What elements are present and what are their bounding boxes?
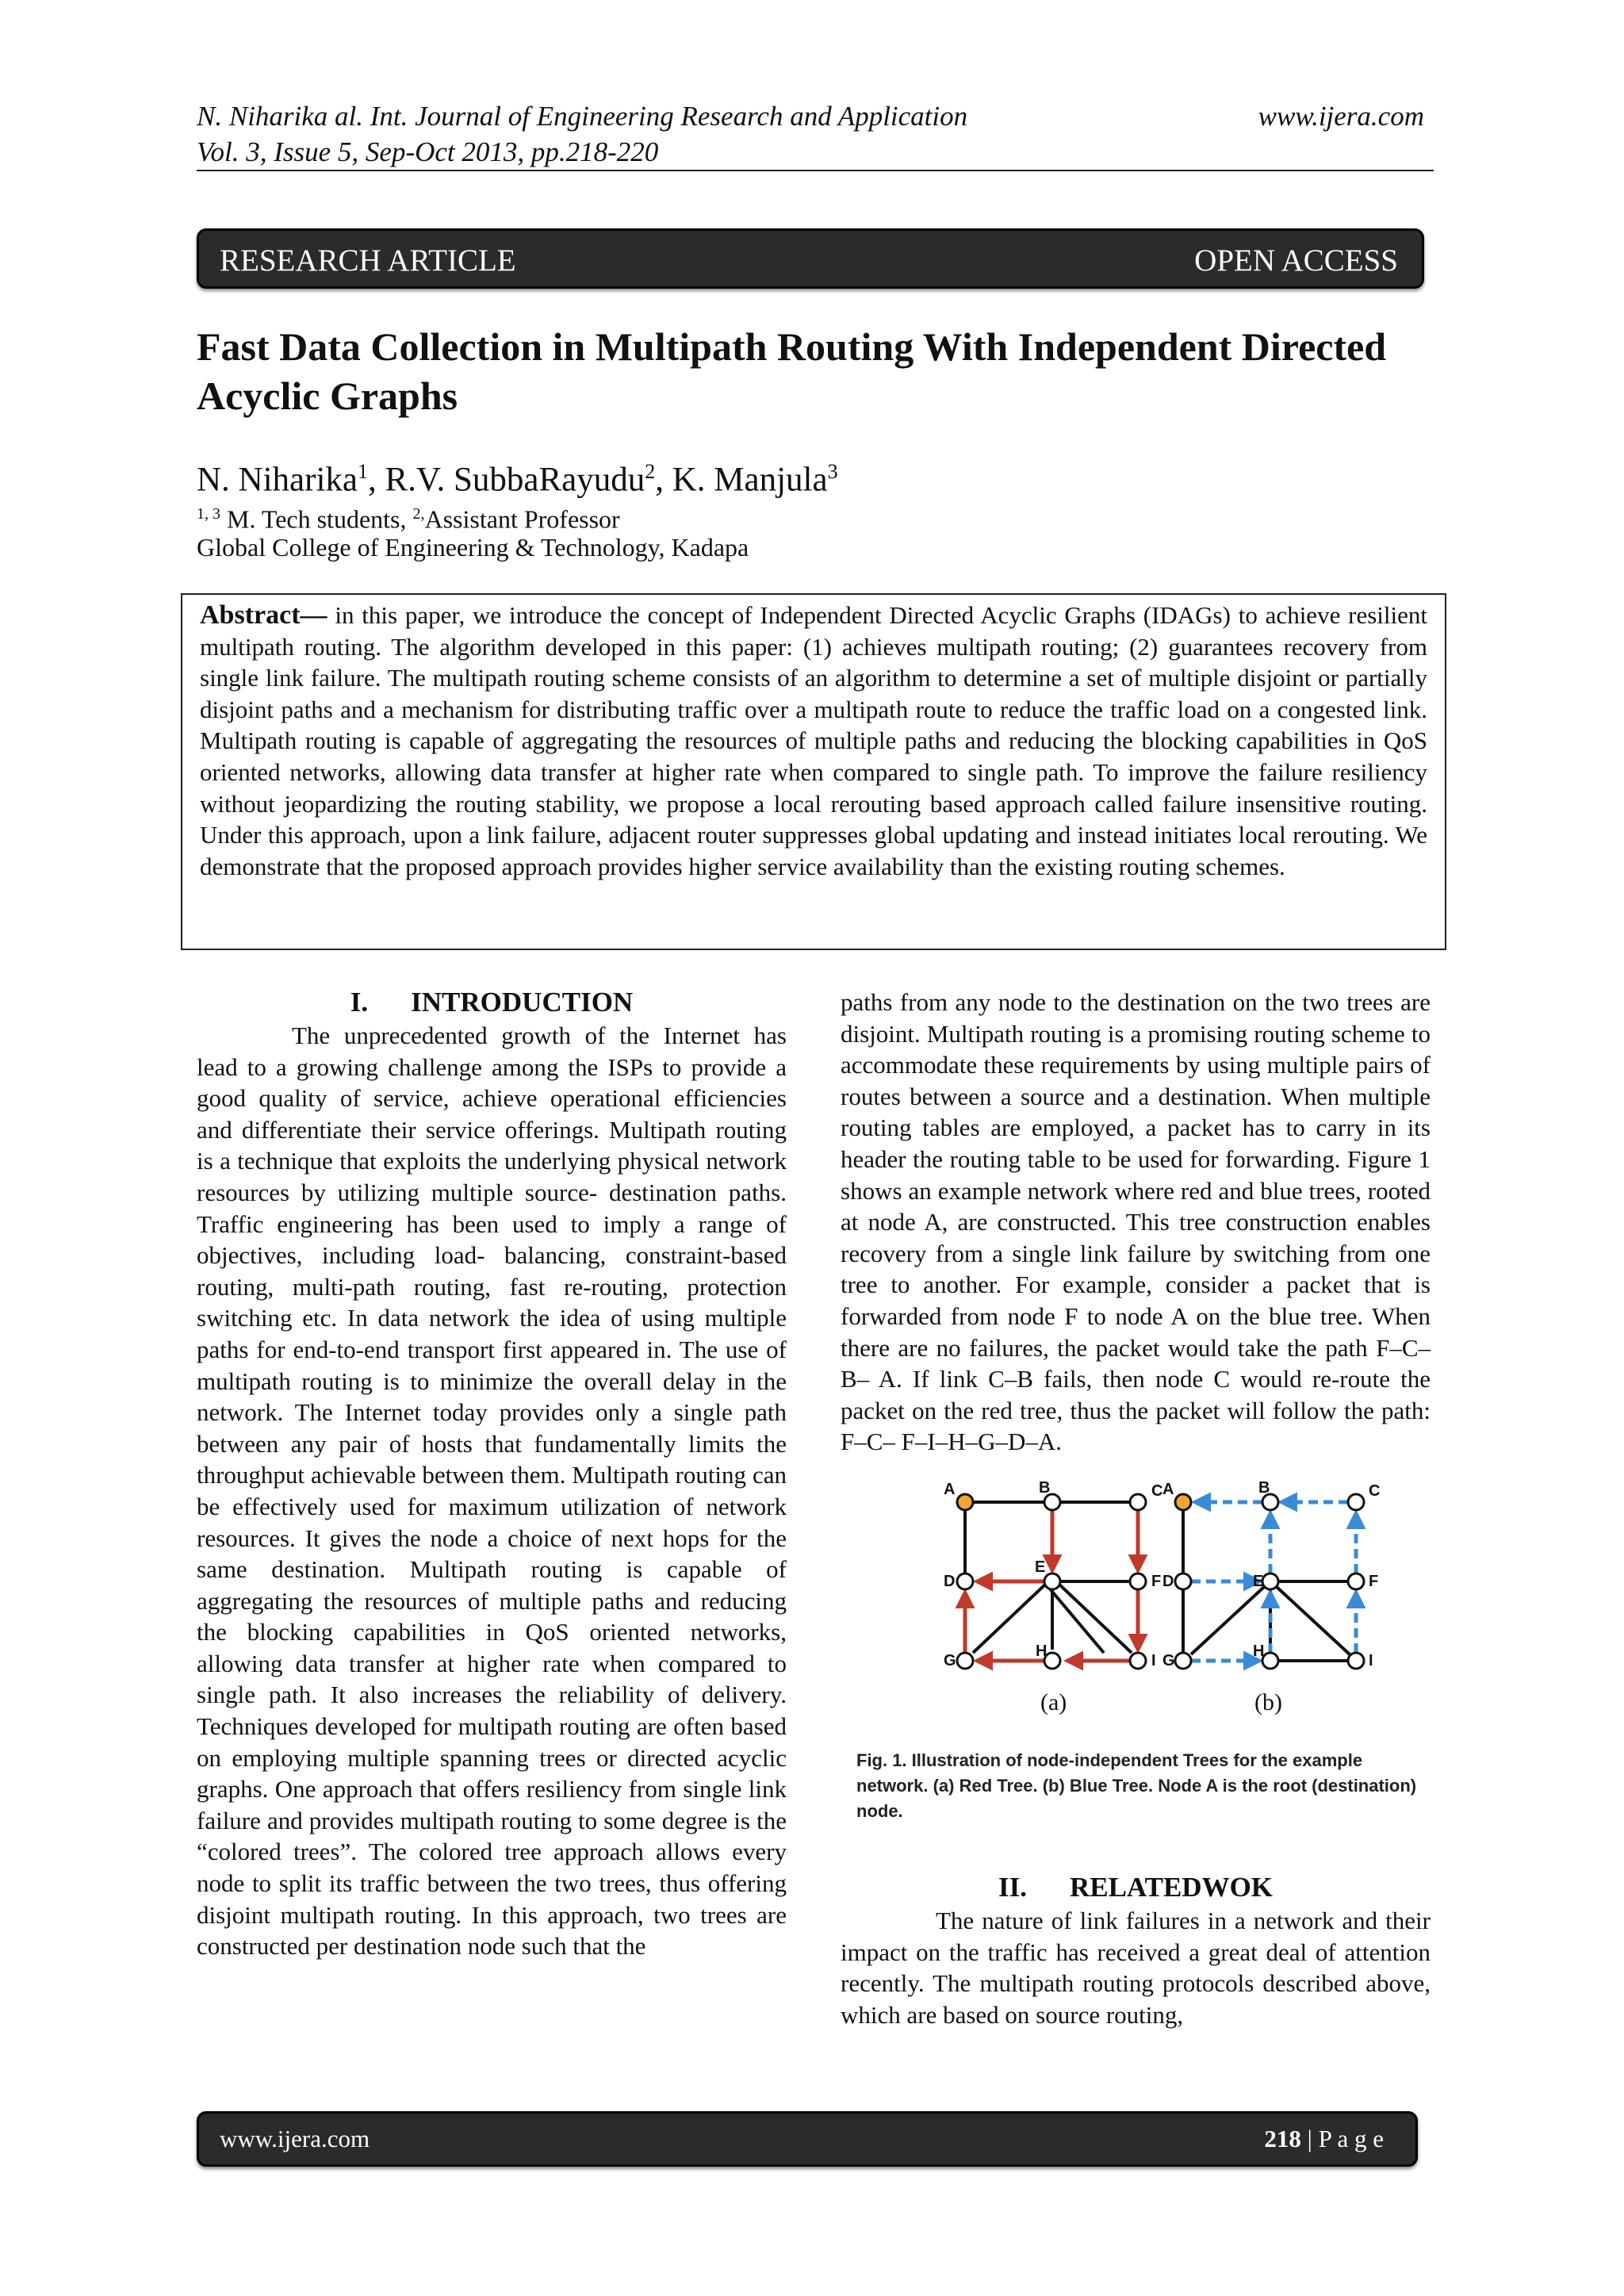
article-type-banner <box>197 228 1424 289</box>
left-column <box>197 987 787 1962</box>
journal-issue: Vol. 3, Issue 5, Sep-Oct 2013, pp.218-220 <box>197 136 659 167</box>
abstract-box <box>181 593 1446 950</box>
figure-1-graphic <box>890 1470 1381 1732</box>
section-2-paragraph: The nature of link failures in a network and their impact on the traffic has received a great deal of attention recently. The multipath routing protocols described above, which are based on source routing, <box>841 1906 1431 2029</box>
section-1-paragraph: The unprecedented growth of the Internet has lead to a growing challenge among the ISPs to provide a good quality of service, achieve operational efficiencies and differentiate their service offerings. Multipath routing is a technique that exploits the underlying physical network resources by utilizing multiple source- destination paths. Traffic engineering has been used to imply a range of objectives, including load- balancing, constraint-based routing, multi-path routing, fast re-routing, protection switching etc. In data network the idea of using multiple paths for end-to-end transport first appeared in. The use of multipath routing is to minimize the overall delay in the network. The Internet today provides only a single path between any pair of hosts that fundamentally limits the throughput achievable between them. Multipath routing can be effectively used for maximum utilization of network resources. It gives the node a choice of next hops for the same destination. Multipath routing is capable of aggregating the resources of multiple paths and reducing the blocking capabilities in QoS oriented networks, allowing data transfer at higher rate when compared to single path. It also increases the reliability of delivery. Techniques developed for multipath routing are often based on employing multiple spanning trees or directed acyclic graphs. One approach that offers resiliency from single link failure and provides multipath routing to some degree is the “colored trees”. The colored tree approach allows every node to split its traffic between the two trees, thus offering disjoint multipath routing. In this approach, two trees are constructed per destination node such that the <box>197 1022 787 1961</box>
blue-node-f: F <box>1369 1572 1379 1590</box>
red-tree-graph <box>944 1479 1162 1669</box>
affil-sup-2: 2, <box>412 505 425 523</box>
section-1-heading <box>197 987 787 1018</box>
blue-node-d: D <box>1162 1572 1174 1590</box>
section-1-paragraph-continued: paths from any node to the destination on the two trees are disjoint. Multipath routing is a promising routing scheme to accommodate these requirements by using multiple pairs of routes between a source and a destination. When multiple routing tables are employed, a packet has to carry in its header the routing table to be used for forwarding. Figure 1 shows an example network where red and blue trees, rooted at node A, are constructed. This tree construction enables recovery from a single link failure by switching from one tree to another. For example, consider a packet that is forwarded from node F to node A on the blue tree. When there are no failures, the packet would take the path F–C–B– A. If link C–B fails, then node C would re-route the packet on the red tree, thus the packet will follow the path: F–C– F–I–H–G–D–A. <box>841 988 1431 1456</box>
affiliation-college: Global College of Engineering & Technology, Kadapa <box>197 533 749 562</box>
red-node-h: H <box>1036 1642 1048 1660</box>
red-node-b: B <box>1039 1478 1051 1497</box>
author-2: R.V. SubbaRayudu <box>385 461 645 499</box>
blue-tree-graph <box>1162 1479 1380 1669</box>
blue-node-g: G <box>1162 1651 1175 1669</box>
blue-node-b: B <box>1258 1478 1270 1497</box>
red-node-d: D <box>944 1572 956 1590</box>
subfigure-a-label: (a) <box>1040 1688 1067 1715</box>
blue-node-e: E <box>1253 1572 1264 1590</box>
abstract-label: Abstract <box>200 600 301 630</box>
affil-role-2: Assistant Professor <box>424 504 620 534</box>
red-node-g: G <box>944 1651 956 1669</box>
header-url[interactable]: www.ijera.com <box>1258 101 1424 132</box>
paper-title: Fast Data Collection in Multipath Routing With Independent Directed Acyclic Graphs <box>197 324 1387 418</box>
blue-node-i: I <box>1369 1651 1373 1669</box>
figure-1 <box>841 1470 1431 1824</box>
footer-url[interactable]: www.ijera.com <box>220 2125 370 2152</box>
red-node-e: E <box>1035 1558 1046 1576</box>
page-suffix: | P a g e <box>1300 2125 1384 2152</box>
journal-header <box>197 98 967 170</box>
author-2-sup: 2 <box>645 460 656 483</box>
author-list: N. Niharika$^1$, R.V. SubbaRayudu$^2$, K. Manjula$^3$ <box>197 460 838 499</box>
page-number-block <box>1264 2114 1384 2164</box>
abstract-dash: — <box>300 600 327 630</box>
page-number: 218 <box>1264 2125 1301 2152</box>
blue-node-h: H <box>1253 1642 1265 1660</box>
red-node-f: F <box>1151 1572 1162 1590</box>
red-node-a: A <box>944 1480 956 1498</box>
blue-node-c: C <box>1369 1481 1381 1500</box>
page-footer <box>197 2111 1418 2167</box>
journal-name: N. Niharika al. Int. Journal of Engineering Research and Application <box>197 101 968 132</box>
red-node-i: I <box>1151 1651 1156 1669</box>
header-rule <box>197 170 1434 171</box>
right-column <box>841 987 1431 2030</box>
section-1-title: INTRODUCTION <box>411 987 634 1018</box>
author-1-sup: 1 <box>358 460 368 483</box>
open-access-label: OPEN ACCESS <box>1194 243 1398 278</box>
section-2-heading <box>841 1872 1431 1903</box>
blue-node-a: A <box>1162 1480 1174 1498</box>
author-3: K. Manjula <box>672 461 828 499</box>
affil-role-1: M. Tech students, <box>220 504 413 534</box>
figure-1-caption: Fig. 1. Illustration of node-independent Trees for the example network. (a) Red Tree. (b) Blue Tree. Node A is the root (destination) node. <box>856 1750 1417 1821</box>
affil-sup-1: 1, 3 <box>197 505 220 523</box>
abstract-text: in this paper, we introduce the concept of Independent Directed Acyclic Graphs (IDAGs) to achieve resilient multipath routing. The algorithm developed in this paper: (1) achieves multipath routing; (2) guarantees recovery from single link failure. The multipath routing scheme consists of an algorithm to determine a set of multiple disjoint or partially disjoint paths and a mechanism for distributing traffic over a multipath route to reduce the traffic load on a congested link. Multipath routing is capable of aggregating the resources of multiple paths and reducing the blocking capabilities in QoS oriented networks, allowing data transfer at higher rate when compared to single path. To improve the failure resiliency without jeopardizing the routing stability, we propose a local rerouting based approach called failure insensitive routing. Under this approach, upon a link failure, adjacent router suppresses global updating and instead initiates local rerouting. We demonstrate that the proposed approach provides higher service availability than the existing routing schemes. <box>200 601 1427 880</box>
research-article-label: RESEARCH ARTICLE <box>220 243 516 278</box>
red-node-c: C <box>1151 1481 1163 1500</box>
author-3-sup: 3 <box>827 460 838 483</box>
author-1: N. Niharika <box>197 461 358 499</box>
section-2-number: II. <box>998 1871 1027 1903</box>
subfigure-b-label: (b) <box>1254 1688 1282 1715</box>
section-2-title: RELATEDWOK <box>1069 1871 1274 1903</box>
section-1-number: I. <box>350 987 369 1018</box>
